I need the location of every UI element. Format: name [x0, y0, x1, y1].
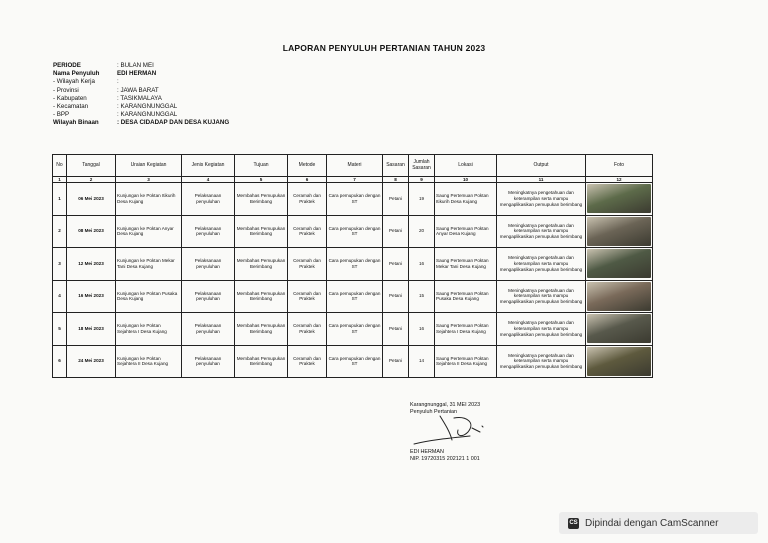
cell-jenis: Pelaksanaan penyuluhan [182, 280, 235, 313]
meta-value: : [117, 78, 119, 86]
cell-sasaran: Petani [383, 183, 409, 216]
cell-materi: Cara pemupukan dengan ST [327, 313, 383, 346]
column-header: Tujuan [235, 155, 288, 177]
meta-key: Nama Penyuluh [53, 70, 100, 78]
cell-tujuan: Membahas Pemupukan Berimbang [235, 280, 288, 313]
column-number: 7 [327, 177, 383, 183]
cell-metode: Ceramah dan Praktek [288, 280, 327, 313]
column-header: Foto [586, 155, 653, 177]
cell-sasaran: Petani [383, 215, 409, 248]
cell-materi: Cara pemupukan dengan ST [327, 280, 383, 313]
cell-tujuan: Membahas Pemupukan Berimbang [235, 345, 288, 378]
cell-sasaran: Petani [383, 345, 409, 378]
cell-output: Meningkatnya pengetahuan dan keterampilan serta mampu mengaplikasikan pemupukan berimbang [497, 183, 586, 216]
meta-key: - Wilayah Kerja [53, 78, 95, 86]
cell-tanggal: 08 Mei 2023 [67, 215, 116, 248]
cell-tujuan: Membahas Pemupukan Berimbang [235, 215, 288, 248]
column-header: Jenis Kegiatan [182, 155, 235, 177]
column-header: Sasaran [383, 155, 409, 177]
activity-photo [587, 217, 651, 246]
cell-output: Meningkatnya pengetahuan dan keterampilan serta mampu mengaplikasikan pemupukan berimbang [497, 215, 586, 248]
cell-materi: Cara pemupukan dengan ST [327, 183, 383, 216]
cell-output: Meningkatnya pengetahuan dan keterampilan serta mampu mengaplikasikan pemupukan berimbang [497, 248, 586, 281]
meta-key: PERIODE [53, 62, 81, 69]
meta-row [53, 87, 229, 95]
cell-uraian: Kunjungan ke Poktan Sejahtera II Desa Kujang [116, 345, 182, 378]
column-header: Metode [288, 155, 327, 177]
camscanner-logo-icon: CS [568, 518, 579, 529]
signature-role: Penyuluh Pertanian [410, 409, 458, 416]
meta-key: Wilayah Binaan [53, 119, 99, 127]
meta-key: - Kecamatan [53, 103, 89, 111]
cell-jumlah: 15 [409, 280, 435, 313]
column-header: Materi [327, 155, 383, 177]
column-header: Output [497, 155, 586, 177]
cell-foto [586, 280, 653, 313]
cell-uraian: Kunjungan ke Poktan Itikurih Desa Kujang [116, 183, 182, 216]
cell-materi: Cara pemupukan dengan ST [327, 248, 383, 281]
cell-no: 3 [53, 248, 67, 281]
cell-jenis: Pelaksanaan penyuluhan [182, 248, 235, 281]
handwritten-signature [410, 410, 490, 450]
table-row [53, 313, 653, 346]
cell-output: Meningkatnya pengetahuan dan keterampilan serta mampu mengaplikasikan pemupukan berimbang [497, 313, 586, 346]
cell-jenis: Pelaksanaan penyuluhan [182, 215, 235, 248]
activity-photo [587, 184, 651, 213]
column-number: 11 [497, 177, 586, 183]
meta-key: - Kabupaten [53, 94, 87, 102]
cell-uraian: Kunjungan ke Poktan Mekar Tani Desa Kujang [116, 248, 182, 281]
camscanner-watermark [559, 512, 758, 534]
cell-no: 4 [53, 280, 67, 313]
table-row [53, 248, 653, 281]
camscanner-label: Dipindai dengan CamScanner [585, 517, 719, 529]
column-number: 10 [435, 177, 497, 183]
column-number: 2 [67, 177, 116, 183]
cell-no: 2 [53, 215, 67, 248]
cell-materi: Cara pemupukan dengan ST [327, 215, 383, 248]
signature-nip: NIP. 19720315 202121 1 001 [410, 456, 480, 463]
meta-row [53, 111, 229, 119]
table-row [53, 280, 653, 313]
report-meta [53, 62, 229, 128]
table-row [53, 183, 653, 216]
column-number: 9 [409, 177, 435, 183]
cell-tujuan: Membahas Pemupukan Berimbang [235, 248, 288, 281]
signature-name: EDI HERMAN [410, 448, 444, 455]
cell-jumlah: 16 [409, 248, 435, 281]
meta-value: EDI HERMAN [117, 70, 157, 78]
table-row [53, 345, 653, 378]
meta-row [53, 78, 229, 86]
column-header: Lokasi [435, 155, 497, 177]
column-number: 4 [182, 177, 235, 183]
activity-photo [587, 282, 651, 311]
column-number: 1 [53, 177, 67, 183]
cell-foto [586, 313, 653, 346]
cell-tanggal: 16 Mei 2023 [67, 280, 116, 313]
cell-tanggal: 18 Mei 2023 [67, 313, 116, 346]
meta-row [53, 103, 229, 111]
cell-no: 6 [53, 345, 67, 378]
column-number: 8 [383, 177, 409, 183]
signature-block [410, 402, 480, 464]
column-header: Jumlah Sasaran [409, 155, 435, 177]
cell-foto [586, 345, 653, 378]
activity-photo [587, 314, 651, 343]
cell-lokasi: Saung Pertemuan Poktan Mekar Tani Desa Kujang [435, 248, 497, 281]
cell-foto [586, 248, 653, 281]
column-header: Tanggal [67, 155, 116, 177]
activity-photo [587, 347, 651, 376]
meta-value: : KARANGNUNGGAL [117, 111, 178, 119]
meta-value: : JAWA BARAT [117, 86, 159, 94]
cell-jumlah: 16 [409, 313, 435, 346]
meta-row [53, 62, 229, 70]
column-header: Uraian Kegiatan [116, 155, 182, 177]
cell-metode: Ceramah dan Praktek [288, 183, 327, 216]
cell-jenis: Pelaksanaan penyuluhan [182, 183, 235, 216]
cell-sasaran: Petani [383, 313, 409, 346]
meta-row [53, 119, 229, 127]
meta-value: : DESA CIDADAP DAN DESA KUJANG [117, 119, 230, 127]
column-number: 5 [235, 177, 288, 183]
cell-tujuan: Membahas Pemupukan Berimbang [235, 183, 288, 216]
meta-value: : TASIKMALAYA [117, 94, 162, 102]
cell-foto [586, 183, 653, 216]
cell-uraian: Kunjungan ke Poktan Sejahtera I Desa Kujang [116, 313, 182, 346]
cell-metode: Ceramah dan Praktek [288, 248, 327, 281]
cell-jenis: Pelaksanaan penyuluhan [182, 313, 235, 346]
cell-sasaran: Petani [383, 280, 409, 313]
cell-lokasi: Saung Pertemuan Poktan Pusaka Desa Kujang [435, 280, 497, 313]
meta-row [53, 95, 229, 103]
meta-value: : BULAN MEI [117, 62, 154, 69]
cell-output: Meningkatnya pengetahuan dan keterampilan serta mampu mengaplikasikan pemupukan berimbang [497, 280, 586, 313]
cell-tanggal: 12 Mei 2023 [67, 248, 116, 281]
cell-metode: Ceramah dan Praktek [288, 345, 327, 378]
cell-sasaran: Petani [383, 248, 409, 281]
column-header: No [53, 155, 67, 177]
column-number: 6 [288, 177, 327, 183]
signature-place-date: Karangnunggal, 31 MEI 2023 [410, 402, 481, 408]
cell-lokasi: Saung Pertemuan Poktan Sejahtera I Desa Kujang [435, 313, 497, 346]
column-number: 12 [586, 177, 653, 183]
report-table [52, 154, 653, 378]
cell-tujuan: Membahas Pemupukan Berimbang [235, 313, 288, 346]
activity-photo [587, 249, 651, 278]
cell-lokasi: Saung Pertemuan Poktan Sejahtera II Desa Kujang [435, 345, 497, 378]
cell-jumlah: 20 [409, 215, 435, 248]
table-row [53, 215, 653, 248]
cell-jumlah: 19 [409, 183, 435, 216]
cell-metode: Ceramah dan Praktek [288, 313, 327, 346]
report-title: LAPORAN PENYULUH PERTANIAN TAHUN 2023 [282, 43, 486, 53]
cell-no: 1 [53, 183, 67, 216]
cell-metode: Ceramah dan Praktek [288, 215, 327, 248]
cell-lokasi: Saung Pertemuan Poktan Anyar Desa Kujang [435, 215, 497, 248]
column-number: 3 [116, 177, 182, 183]
meta-value: : KARANGNUNGGAL [117, 103, 178, 111]
cell-uraian: Kunjungan ke Poktan Anyar Desa Kujang [116, 215, 182, 248]
cell-lokasi: Saung Pertemuan Poktan Itikurih Desa Kujang [435, 183, 497, 216]
cell-tanggal: 24 Mei 2023 [67, 345, 116, 378]
meta-row [53, 70, 229, 78]
cell-jumlah: 14 [409, 345, 435, 378]
cell-materi: Cara pemupukan dengan ST [327, 345, 383, 378]
meta-key: - Provinsi [53, 86, 79, 94]
cell-no: 5 [53, 313, 67, 346]
cell-jenis: Pelaksanaan penyuluhan [182, 345, 235, 378]
cell-uraian: Kunjungan ke Poktan Pusaka Desa Kujang [116, 280, 182, 313]
table-header-row [53, 155, 653, 177]
cell-tanggal: 06 Mei 2023 [67, 183, 116, 216]
cell-foto [586, 215, 653, 248]
cell-output: Meningkatnya pengetahuan dan keterampilan serta mampu mengaplikasikan pemupukan berimbang [497, 345, 586, 378]
meta-key: - BPP [53, 111, 70, 119]
